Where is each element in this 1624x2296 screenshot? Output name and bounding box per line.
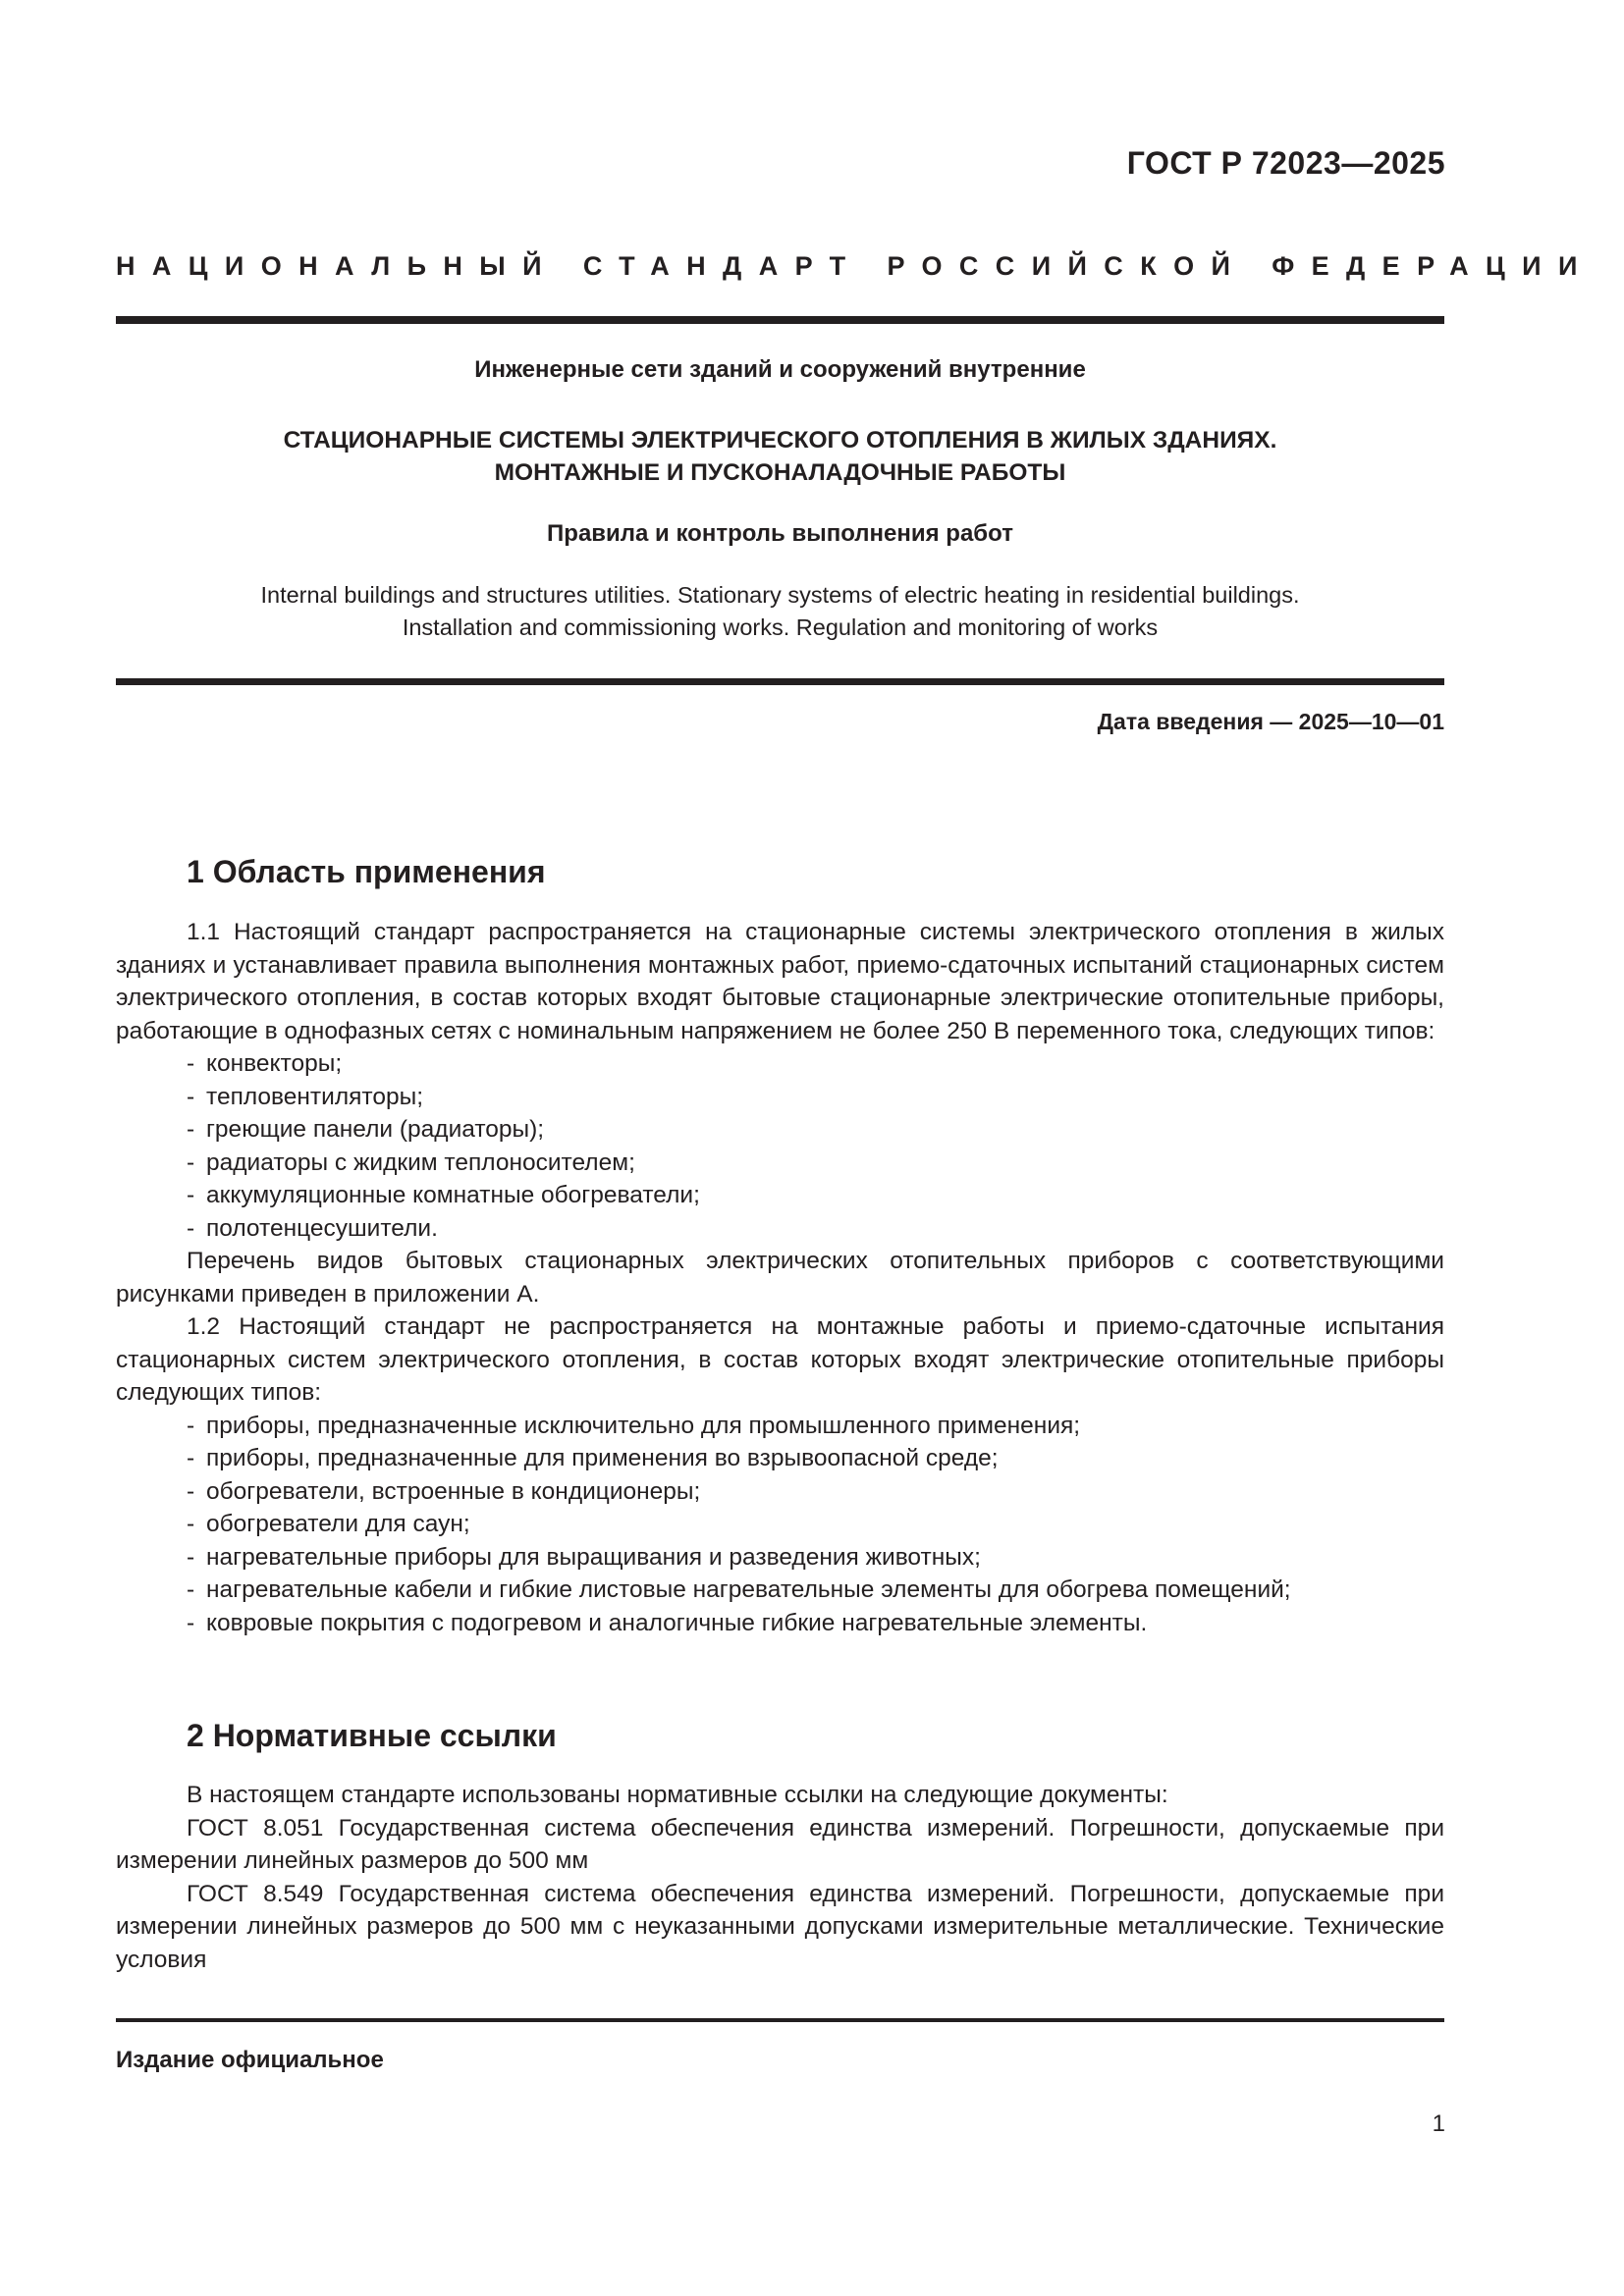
official-edition-label: Издание официальное — [116, 2047, 384, 2073]
list-item-text: радиаторы с жидким теплоносителем; — [206, 1148, 635, 1176]
list-item-text: греющие панели (радиаторы); — [206, 1116, 545, 1143]
list-bullet: - — [187, 1445, 195, 1471]
list-item — [116, 1047, 1444, 1081]
list-bullet: - — [187, 1511, 195, 1537]
paragraph-1-1: 1.1 Настоящий стандарт распространяется на стационарные системы электрического отопления в жилых зданиях и устанавливает правила выполнения монтажных работ, приемо-сдаточных испытаний стационарных систем электрического отопления, в состав которых входят бытовые стационарные электрические отопительные приборы, работающие в однофазных сетях с номинальным напряжением не более 250 В переменного тока, следующих типов: — [116, 919, 1444, 1044]
list-item — [116, 1147, 1444, 1180]
excluded-types-list — [116, 1410, 1444, 1640]
section-2-body — [116, 1779, 1444, 1976]
list-bullet: - — [187, 1148, 195, 1176]
list-bullet: - — [187, 1477, 195, 1505]
list-item-text: обогреватели для саун; — [206, 1511, 470, 1537]
footer-divider — [116, 2018, 1444, 2022]
english-title-line-2: Installation and commissioning works. Regulation and monitoring of works — [402, 614, 1159, 640]
paragraph-appendix-reference: Перечень видов бытовых стационарных электрических отопительных приборов с соответствующими рисунками приведен в приложении А. — [116, 1248, 1444, 1308]
document-subtitle: Правила и контроль выполнения работ — [547, 520, 1013, 547]
reference-gost-8-549: ГОСТ 8.549 Государственная система обеспечения единства измерений. Погрешности, допускаемые при измерении линейных размеров до 500 мм с неуказанными допусками измерительные металлические. Технические условия — [116, 1880, 1444, 1973]
list-item — [116, 1607, 1444, 1640]
national-standard-heading: НАЦИОНАЛЬНЫЙ СТАНДАРТ РОССИЙСКОЙ ФЕДЕРАЦИИ — [116, 251, 1595, 281]
list-item-text: приборы, предназначенные исключительно для промышленного применения; — [206, 1412, 1081, 1439]
list-item — [116, 1113, 1444, 1147]
list-bullet: - — [187, 1214, 195, 1242]
list-bullet: - — [187, 1576, 195, 1603]
list-item-text: приборы, предназначенные для применения во взрывоопасной среде; — [206, 1445, 999, 1471]
list-item-text: конвекторы; — [206, 1050, 343, 1077]
list-item — [116, 1410, 1444, 1443]
section-1-body — [116, 916, 1444, 1639]
page-number: 1 — [1432, 2110, 1445, 2137]
paragraph-1-2: 1.2 Настоящий стандарт не распространяется на монтажные работы и приемо-сдаточные испытания стационарных систем электрического отопления, в состав которых входят электрические отопительные приборы следующих типов: — [116, 1313, 1444, 1406]
list-item-text: аккумуляционные комнатные обогреватели; — [206, 1182, 700, 1208]
list-item — [116, 1475, 1444, 1509]
list-item-text: нагревательные кабели и гибкие листовые нагревательные элементы для обогрева помещений; — [206, 1576, 1291, 1603]
list-bullet: - — [187, 1083, 195, 1110]
section-1-heading: 1 Область применения — [187, 854, 546, 889]
english-title-line-1: Internal buildings and structures utilities. Stationary systems of electric heating in residential buildings. — [260, 582, 1300, 608]
list-item — [116, 1179, 1444, 1212]
document-title-line-2: МОНТАЖНЫЕ И ПУСКОНАЛАДОЧНЫЕ РАБОТЫ — [494, 459, 1066, 486]
list-item-text: полотенцесушители. — [206, 1214, 438, 1242]
english-title — [116, 579, 1444, 644]
introduction-date: Дата введения — 2025—10—01 — [1097, 709, 1444, 734]
title-divider — [116, 678, 1444, 685]
list-bullet: - — [187, 1050, 195, 1077]
list-bullet: - — [187, 1182, 195, 1208]
document-subject: Инженерные сети зданий и сооружений внутренние — [474, 356, 1086, 383]
list-bullet: - — [187, 1543, 195, 1571]
list-item — [116, 1081, 1444, 1114]
list-item — [116, 1574, 1444, 1607]
list-item — [116, 1541, 1444, 1575]
document-title-line-1: СТАЦИОНАРНЫЕ СИСТЕМЫ ЭЛЕКТРИЧЕСКОГО ОТОПЛЕНИЯ В ЖИЛЫХ ЗДАНИЯХ. — [283, 427, 1277, 454]
document-title — [116, 424, 1444, 489]
list-item-text: нагревательные приборы для выращивания и разведения животных; — [206, 1543, 981, 1571]
reference-gost-8-051: ГОСТ 8.051 Государственная система обеспечения единства измерений. Погрешности, допускаемые при измерении линейных размеров до 500 мм — [116, 1814, 1444, 1874]
list-item-text: тепловентиляторы; — [206, 1083, 424, 1110]
paragraph-2-intro: В настоящем стандарте использованы нормативные ссылки на следующие документы: — [187, 1782, 1168, 1808]
list-item — [116, 1212, 1444, 1246]
list-item — [116, 1508, 1444, 1541]
list-item-text: ковровые покрытия с подогревом и аналогичные гибкие нагревательные элементы. — [206, 1609, 1148, 1636]
list-item — [116, 1442, 1444, 1475]
section-2-heading: 2 Нормативные ссылки — [187, 1718, 557, 1753]
document-number: ГОСТ Р 72023—2025 — [1126, 145, 1445, 181]
list-bullet: - — [187, 1116, 195, 1143]
list-item-text: обогреватели, встроенные в кондиционеры; — [206, 1477, 701, 1505]
list-bullet: - — [187, 1412, 195, 1439]
heater-types-list — [116, 1047, 1444, 1245]
list-bullet: - — [187, 1609, 195, 1636]
top-divider — [116, 316, 1444, 324]
